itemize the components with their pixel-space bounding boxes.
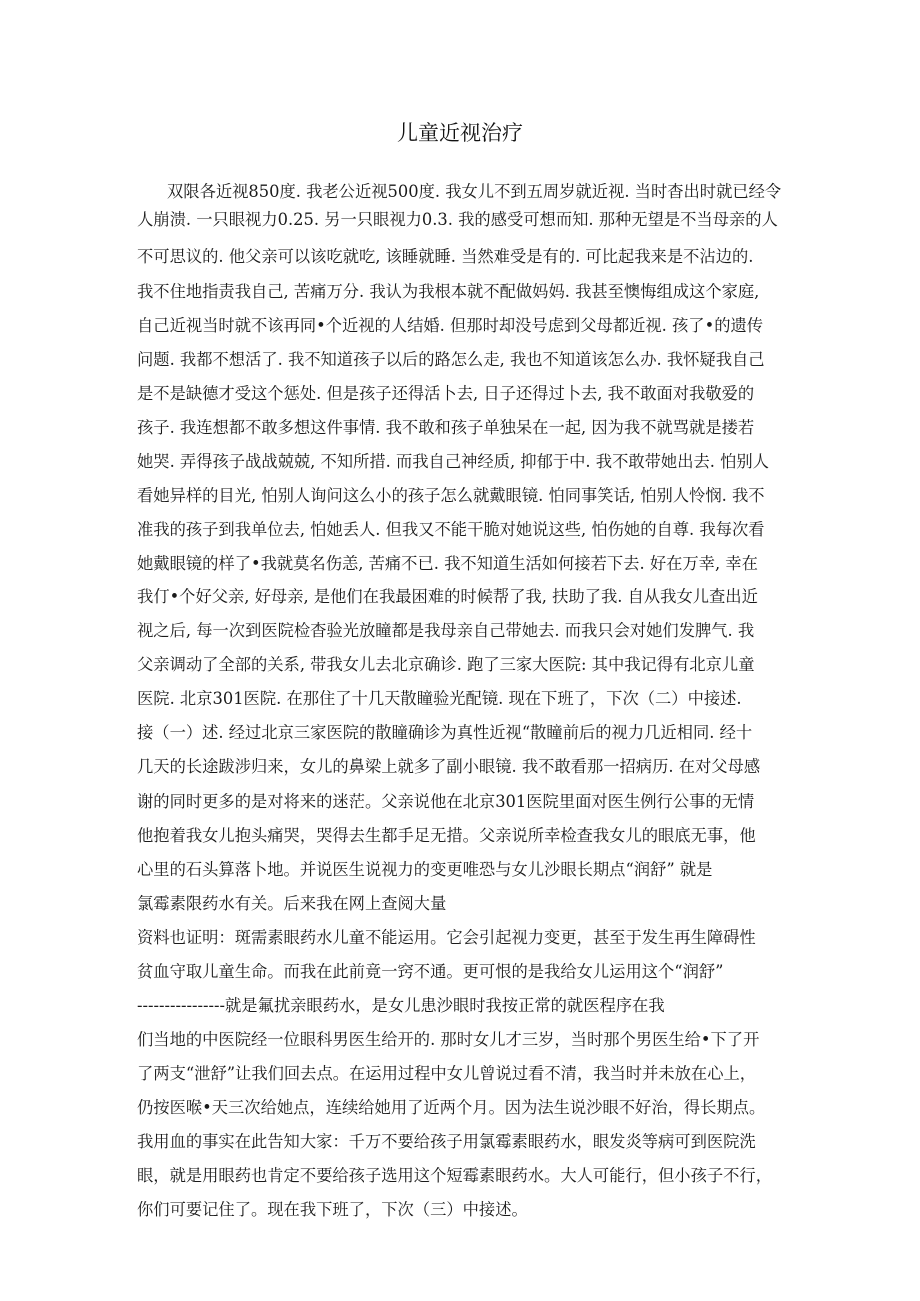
text-line: 我仃•个好父亲, 好母亲, 是他们在我最困难的时候帮了我, 扶助了我. 自从我女儿查出近 [137,587,758,606]
text-line: 她戴眼镜的样了•我就莫名伤恙, 苦痛不已. 我不知道生活如何接若下去. 好在万幸, 幸在 [137,554,758,573]
text-line: 双限各近视850度. 我老公近视500度. 我女儿不到五周岁就近视. 当时杳出时就已经令 [167,182,782,201]
text-line: 人崩溃. 一只眼视力0.25. 另一只眼视力0.3. 我的感受可想而知. 那种无望是不当母亲的人 [137,210,778,229]
text-line: ----------------就是氟扰亲眼药水，是女儿患沙眼时我按正常的就医程序在我 [137,996,665,1015]
text-line: 了两支“泄舒”让我们回去点。在运用过程中女儿曾说过看不清，我当时并未放在心上， [137,1064,757,1083]
text-line: 谢的同时更多的是对将来的迷茫。父亲说他在北京301医院里面对医生例行公事的无情 [137,792,755,811]
text-line: 们当地的中医院经一位眼科男医生给开的. 那时女儿才三岁，当时那个男医生给•下了开 [137,1030,760,1049]
text-line: 是不是缺德才受这个惩处. 但是孩子还得活卜去, 日子还得过卜去, 我不敢面对我敬爱的 [137,384,755,403]
text-line: 几天的长途跋涉归来，女儿的鼻梁上就多了副小眼镜. 我不敢看那一招病历. 在对父母感 [137,757,761,776]
text-line: 你们可要记住了。现在我下班了，下次（三）中接述。 [137,1200,528,1219]
text-line: 自己近视当时就不该再同•个近视的人结婚. 但那时却没号虑到父母都近视. 孩了•的遗传 [137,316,764,335]
text-line: 资料也证明：斑需素眼药水儿童不能运用。它会引起视力变更，甚至于发生再生障碍性 [137,928,756,947]
text-line: 我用血的事实在此告知大家：千万不要给孩子用氯霉素眼药水，眼发炎等病可到医院洗 [137,1132,756,1151]
text-line: 他抱着我女儿抱头痛哭，哭得去生都手足无措。父亲说所幸检查我女儿的眼底无事，他 [137,826,756,845]
text-line: 我不住地指责我自己, 苦痛万分. 我认为我根本就不配做妈妈. 我甚至懊悔组成这个家庭, [137,282,760,301]
text-line: 仍按医喉•天三次给她点，连续给她用了近两个月。因为法生说沙眼不好治，得长期点。 [137,1098,766,1117]
text-line: 眼，就是用眼药也肯定不要给孩子选用这个短霉素眼药水。大人可能行，但小孩子不行， [137,1166,772,1185]
text-line: 孩子. 我连想都不敢多想这件事情. 我不敢和孩子单独呆在一起, 因为我不就骂就是搂若 [137,418,755,437]
text-line: 她哭. 弄得孩子战战兢兢, 不知所措. 而我自己神经质, 抑郁于中. 我不敢带她出去. 怕别人 [137,452,769,471]
text-line: 氯霉素限药水有关。后来我在网上查阅大量 [137,894,447,913]
text-line: 医院. 北京301医院. 在那住了十几天散瞳验光配镜. 现在下班了，下次（二）中接述. [137,689,742,708]
text-line: 接（一）述. 经过北京三家医院的散瞳确诊为真性近视“散瞳前后的视力几近相同. 经十 [137,723,753,742]
text-line: 视之后, 每一次到医院检杳验光放瞳都是我母亲自己带她去. 而我只会对她们发脾气. 我 [137,621,755,640]
text-line: 贫血守取儿童生命。而我在此前竟一窍不通。更可恨的是我给女儿运用这个“润舒” [137,962,724,981]
document-title: 儿童近视治疗 [397,121,523,145]
text-line: 不可思议的. 他父亲可以该吃就吃, 该睡就睡. 当然难受是有的. 可比起我来是不沾边的. [137,247,754,266]
text-line: 父亲调动了全部的关系, 带我女儿去北京确诊. 跑了三家大医院: 其中我记得有北京儿童 [137,655,755,674]
text-line: 准我的孩子到我单位去, 怕她丢人. 但我又不能干脆对她说这些, 怕伤她的自尊. 我每次看 [137,520,765,539]
text-line: 看她异样的目光, 怕别人询问这么小的孩子怎么就戴眼镜. 怕同事笑话, 怕别人怜悯. 我不 [137,486,765,505]
text-line: 问题. 我都不想活了. 我不知道孩子以后的路怎么走, 我也不知道该怎么办. 我怀疑我自己 [137,350,765,369]
text-line: 心里的石头算落卜地。并说医生说视力的变更唯恐与女儿沙眼长期点“润舒” 就是 [137,860,713,879]
